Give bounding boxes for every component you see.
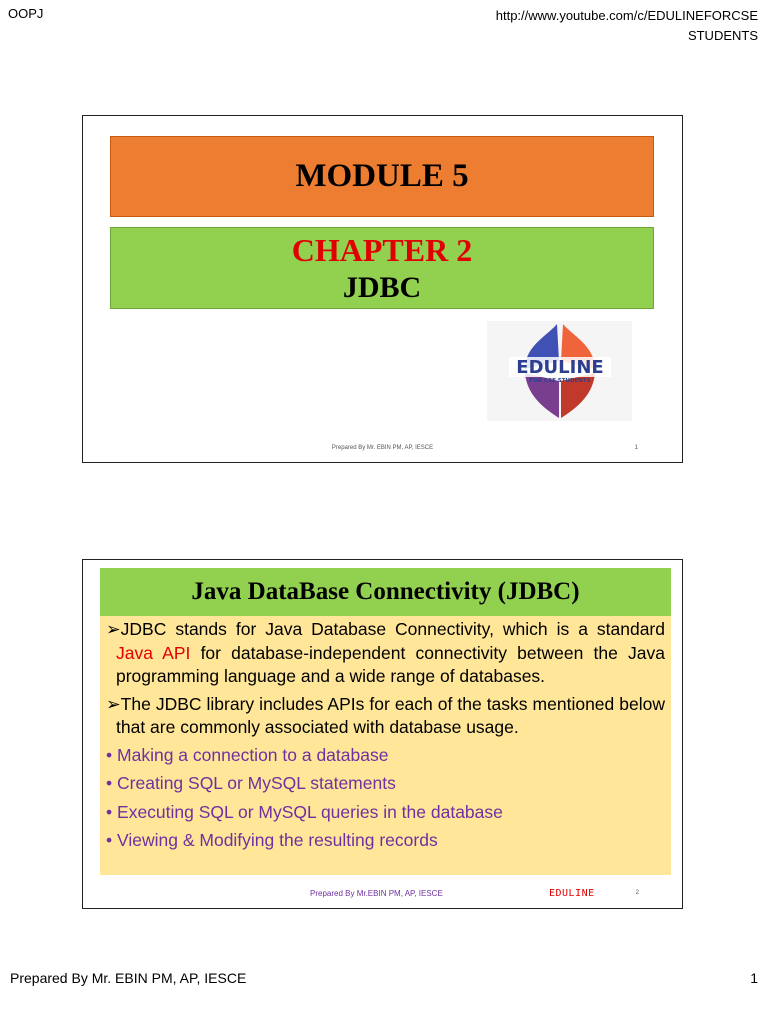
chapter-title: CHAPTER 2 <box>291 232 473 268</box>
list-item-text: Viewing & Modifying the resulting records <box>117 830 438 850</box>
slide-2-footer: Prepared By Mr.EBIN PM, AP, IESCE <box>310 889 443 898</box>
page-header-course: OOPJ <box>8 6 44 21</box>
arrow-bullet-icon: ➢ <box>106 693 121 714</box>
eduline-logo <box>487 321 632 421</box>
slide-1-number: 1 <box>634 445 638 451</box>
slide-1 <box>82 115 683 463</box>
list-item <box>106 744 665 768</box>
page-header-url <box>496 6 758 46</box>
arrow-bullet-icon: ➢ <box>106 619 121 639</box>
slide-2-number: 2 <box>635 890 639 896</box>
page-number: 1 <box>750 970 758 986</box>
java-api-highlight: Java API <box>116 642 191 663</box>
list-item-text: Creating SQL or MySQL statements <box>117 773 396 793</box>
header-url-line1: http://www.youtube.com/c/EDULINEFORCSE <box>495 8 758 23</box>
slide-2-content <box>100 616 671 875</box>
paragraph-jdbc-definition <box>106 618 665 689</box>
paragraph-jdbc-library <box>106 693 665 740</box>
list-item <box>106 829 665 853</box>
list-item <box>106 801 665 825</box>
logo-subtext: FOR CSE STUDENTS <box>529 378 591 384</box>
logo-text: EDULINE <box>516 357 604 378</box>
slide-2 <box>82 559 683 909</box>
page-footer-author: Prepared By Mr. EBIN PM, AP, IESCE <box>10 970 247 986</box>
module-title: MODULE 5 <box>110 136 654 217</box>
chapter-box <box>110 227 654 309</box>
para1-text-a: JDBC stands for Java Database Connectivity, which is a standard <box>120 619 665 639</box>
para2-text: The JDBC library includes APIs for each of the tasks mentioned below that are commonly associated with database usage. <box>116 693 665 737</box>
bullet-dot-icon: • <box>106 830 113 850</box>
list-item-text: Executing SQL or MySQL queries in the database <box>117 801 503 822</box>
bullet-dot-icon: • <box>106 744 113 765</box>
para1-text-b: for database-independent connectivity between the Java programming language and a wide range of databases. <box>116 642 665 686</box>
header-url-line2: STUDENTS <box>687 28 758 43</box>
bullet-dot-icon: • <box>106 801 113 822</box>
slide-2-title: Java DataBase Connectivity (JDBC) <box>100 568 671 616</box>
list-item-text: Making a connection to a database <box>117 744 389 765</box>
task-list <box>106 744 665 853</box>
chapter-topic: JDBC <box>342 271 422 304</box>
list-item <box>106 772 665 796</box>
bullet-dot-icon: • <box>106 773 113 793</box>
slide-1-footer: Prepared By Mr. EBIN PM, AP, IESCE <box>331 445 434 451</box>
slide-2-brand: EDULINE <box>549 888 595 899</box>
